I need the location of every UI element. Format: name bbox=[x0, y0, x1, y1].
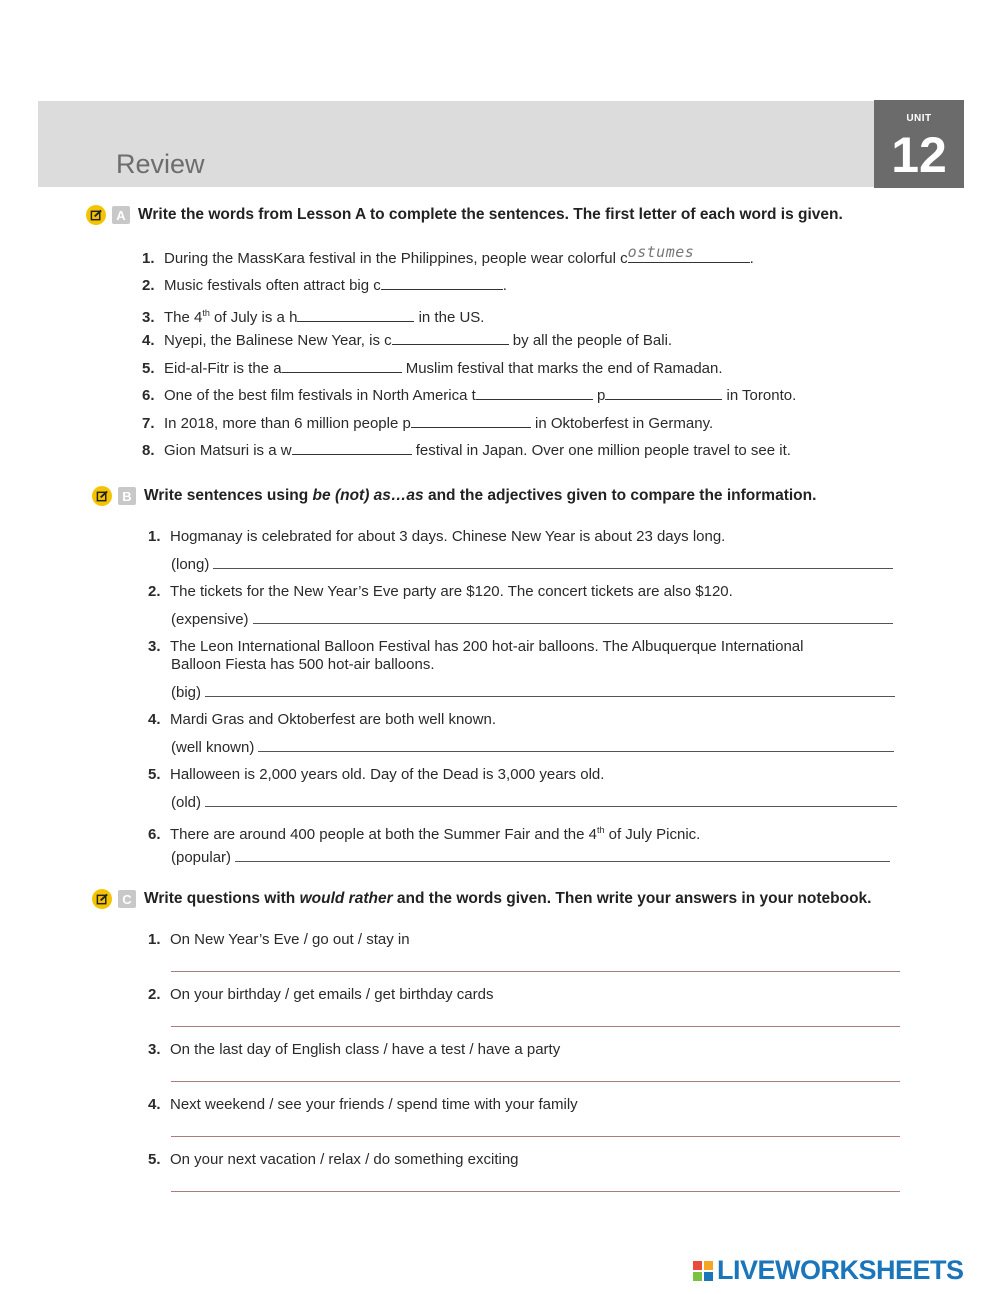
item-number: 8. bbox=[142, 442, 155, 459]
item-text: . bbox=[749, 250, 754, 267]
section-instruction: and the adjectives given to compare the information. bbox=[423, 487, 817, 504]
answer-row bbox=[171, 610, 893, 629]
liveworksheets-logo[interactable] bbox=[693, 1255, 964, 1286]
list-item-continued bbox=[171, 656, 435, 674]
superscript: th bbox=[202, 308, 210, 318]
list-item bbox=[148, 528, 725, 546]
item-text: Eid-al-Fitr is the a bbox=[164, 360, 282, 377]
item-number: 2. bbox=[148, 583, 161, 600]
answer-blank[interactable] bbox=[282, 359, 402, 373]
list-item bbox=[142, 359, 723, 378]
item-text: On your birthday / get emails / get birthday cards bbox=[170, 986, 494, 1003]
answer-row bbox=[171, 683, 895, 702]
adjective-hint: (popular) bbox=[171, 849, 232, 866]
page-title: Review bbox=[116, 149, 205, 179]
answer-line[interactable] bbox=[171, 1081, 900, 1082]
item-number: 5. bbox=[148, 766, 161, 783]
answer-line[interactable] bbox=[171, 1191, 900, 1192]
item-text: Halloween is 2,000 years old. Day of the Dead is 3,000 years old. bbox=[170, 766, 605, 783]
answer-row bbox=[171, 555, 893, 574]
answer-line[interactable] bbox=[171, 971, 900, 972]
section-letter: B bbox=[118, 487, 136, 505]
adjective-hint: (well known) bbox=[171, 739, 255, 756]
logo-text: LIVEWORKSHEETS bbox=[717, 1255, 964, 1285]
list-item bbox=[142, 243, 754, 268]
item-text: festival in Japan. Over one million people travel to see it. bbox=[411, 442, 791, 459]
item-number: 2. bbox=[148, 986, 161, 1003]
list-item bbox=[142, 414, 713, 433]
answer-line[interactable] bbox=[258, 738, 894, 752]
answer-row bbox=[171, 848, 890, 867]
adjective-hint: (expensive) bbox=[171, 611, 249, 628]
item-text: Gion Matsuri is a w bbox=[164, 442, 292, 459]
item-number: 3. bbox=[148, 638, 161, 655]
answer-blank[interactable] bbox=[627, 243, 750, 263]
item-text: of July Picnic. bbox=[604, 826, 701, 843]
list-item bbox=[148, 638, 804, 656]
item-text: The tickets for the New Year’s Eve party are $120. The concert tickets are also $120. bbox=[170, 583, 733, 600]
section-instruction: Write sentences using bbox=[144, 487, 313, 504]
list-item bbox=[148, 1096, 578, 1114]
answer-row bbox=[171, 738, 894, 757]
item-number: 5. bbox=[148, 1151, 161, 1168]
answer-blank[interactable] bbox=[381, 276, 503, 290]
item-text: During the MassKara festival in the Philippines, people wear colorful c bbox=[164, 250, 628, 267]
item-text: There are around 400 people at both the Summer Fair and the 4 bbox=[170, 826, 597, 843]
item-text: In 2018, more than 6 million people p bbox=[164, 415, 411, 432]
answer-blank[interactable] bbox=[411, 414, 531, 428]
item-number: 6. bbox=[142, 387, 155, 404]
pencil-icon bbox=[92, 486, 112, 506]
adjective-hint: (big) bbox=[171, 684, 202, 701]
section-instruction-emphasis: be (not) as…as bbox=[312, 487, 424, 504]
item-text: Hogmanay is celebrated for about 3 days. Chinese New Year is about 23 days long. bbox=[170, 528, 726, 545]
unit-number: 12 bbox=[891, 127, 947, 183]
item-text: Music festivals often attract big c bbox=[164, 277, 381, 294]
item-number: 7. bbox=[142, 415, 155, 432]
answer-line[interactable] bbox=[253, 610, 893, 624]
item-number: 3. bbox=[148, 1041, 161, 1058]
section-instruction-emphasis: would rather bbox=[299, 890, 393, 907]
section-letter: C bbox=[118, 890, 136, 908]
section-a-heading bbox=[86, 205, 843, 225]
section-c-heading bbox=[92, 889, 871, 909]
list-item bbox=[142, 331, 672, 350]
item-number: 1. bbox=[148, 931, 161, 948]
item-text: . bbox=[502, 277, 507, 294]
answer-blank[interactable] bbox=[292, 441, 412, 455]
logo-mark-icon bbox=[693, 1261, 713, 1281]
adjective-hint: (old) bbox=[171, 794, 202, 811]
item-number: 4. bbox=[142, 332, 155, 349]
item-text: Balloon Fiesta has 500 hot-air balloons. bbox=[171, 656, 435, 673]
item-text: in the US. bbox=[414, 309, 485, 326]
answer-line[interactable] bbox=[205, 683, 895, 697]
list-item bbox=[148, 766, 604, 784]
item-text: of July is a h bbox=[209, 309, 298, 326]
section-letter: A bbox=[112, 206, 130, 224]
unit-label: UNIT bbox=[906, 113, 932, 124]
pencil-icon bbox=[92, 889, 112, 909]
answer-line[interactable] bbox=[171, 1136, 900, 1137]
item-text: The Leon International Balloon Festival has 200 hot-air balloons. The Albuquerque International bbox=[170, 638, 804, 655]
item-text: Nyepi, the Balinese New Year, is c bbox=[164, 332, 392, 349]
item-number: 4. bbox=[148, 1096, 161, 1113]
list-item bbox=[148, 931, 410, 949]
answer-blank[interactable] bbox=[476, 386, 593, 400]
adjective-hint: (long) bbox=[171, 556, 210, 573]
section-b-heading bbox=[92, 486, 816, 506]
filled-answer: ostumes bbox=[627, 243, 695, 261]
list-item bbox=[142, 386, 796, 405]
list-item bbox=[148, 711, 496, 729]
item-text: in Oktoberfest in Germany. bbox=[530, 415, 714, 432]
answer-blank[interactable] bbox=[605, 386, 722, 400]
answer-blank[interactable] bbox=[297, 308, 414, 322]
list-item bbox=[148, 583, 733, 601]
item-text: One of the best film festivals in North America t bbox=[164, 387, 476, 404]
item-number: 3. bbox=[142, 309, 155, 326]
answer-line[interactable] bbox=[213, 555, 893, 569]
section-instruction: and the words given. Then write your answers in your notebook. bbox=[392, 890, 872, 907]
item-text: The 4 bbox=[164, 309, 203, 326]
answer-line[interactable] bbox=[205, 793, 897, 807]
item-number: 6. bbox=[148, 826, 161, 843]
item-text: On your next vacation / relax / do something exciting bbox=[170, 1151, 519, 1168]
unit-badge bbox=[874, 100, 964, 188]
item-text: Next weekend / see your friends / spend time with your family bbox=[170, 1096, 578, 1113]
superscript: th bbox=[596, 825, 605, 835]
item-text: Muslim festival that marks the end of Ramadan. bbox=[401, 360, 723, 377]
section-instruction: Write the words from Lesson A to complete the sentences. The first letter of each word is given. bbox=[138, 206, 843, 223]
section-instruction: Write questions with bbox=[144, 890, 300, 907]
list-item bbox=[148, 986, 494, 1004]
list-item bbox=[142, 441, 791, 460]
item-number: 5. bbox=[142, 360, 155, 377]
answer-line[interactable] bbox=[235, 848, 890, 862]
answer-blank[interactable] bbox=[392, 331, 509, 345]
list-item bbox=[142, 304, 484, 327]
pencil-icon bbox=[86, 205, 106, 225]
item-text: p bbox=[592, 387, 606, 404]
list-item bbox=[148, 1151, 519, 1169]
header-banner bbox=[38, 101, 874, 187]
item-number: 1. bbox=[148, 528, 161, 545]
answer-line[interactable] bbox=[171, 1026, 900, 1027]
list-item bbox=[148, 821, 700, 844]
item-number: 4. bbox=[148, 711, 161, 728]
item-text: by all the people of Bali. bbox=[508, 332, 673, 349]
item-text: On New Year’s Eve / go out / stay in bbox=[170, 931, 410, 948]
item-text: Mardi Gras and Oktoberfest are both well known. bbox=[170, 711, 496, 728]
list-item bbox=[142, 276, 507, 295]
list-item bbox=[148, 1041, 560, 1059]
item-number: 1. bbox=[142, 250, 155, 267]
item-text: in Toronto. bbox=[722, 387, 797, 404]
item-text: On the last day of English class / have a test / have a party bbox=[170, 1041, 561, 1058]
answer-row bbox=[171, 793, 897, 812]
item-number: 2. bbox=[142, 277, 155, 294]
